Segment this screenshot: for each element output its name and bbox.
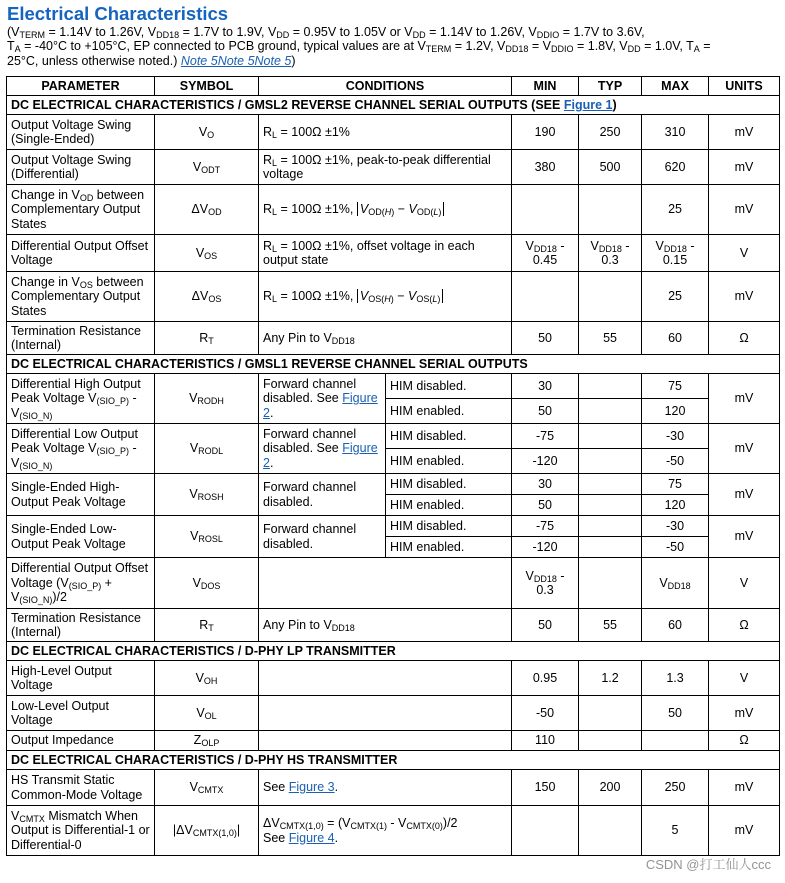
- header-max: MAX: [642, 77, 709, 96]
- test-conditions: ($V_{TERM} = 1.14V$ to 1.26V, $V_{DD18} = 1.7V$ to 1.9V, $V_{DD} = 0.95V$ to 1.05V or $V_{DD} = 1.14V$ to 1.26V, $V_{DDIO} = 1.7V$ to 3.6V, $T_A = -40^\circ C$ to +105°C, EP connected to PCB ground, typical values are at $V_{TERM} = 1.2V$, $V_{DD18} = V_{DDIO} = 1.8V$, $V_{DD} = 1.0V$, $T_A$ = 25°C, unless otherwise noted.) Note 5Note 5Note 5): [7, 25, 711, 68]
- header-symbol: SYMBOL: [155, 77, 259, 96]
- table-row: Low-Level Output Voltage $V_{OL}$ -50 50 mV: [7, 696, 780, 731]
- table-row: Differential Output Offset Voltage $V_{OS}$ $R_L = 100\Omega \pm 1\%$, offset voltage in each output state $V_{DD18} - 0.45$ $V_{DD18} - 0.3$ $V_{DD18} - 0.15$ V: [7, 235, 780, 272]
- table-row: Change in $V_{OD}$ between Complementary Output States $\Delta V_{OD}$ $R_L = 100\Omega \pm 1\%$, $V_{OD(H)} - V_{OD(L)}$ 25 mV: [7, 185, 780, 235]
- table-row: HIM enabled. -120 -50: [7, 537, 780, 558]
- header-conditions: CONDITIONS: [259, 77, 512, 96]
- table-row: Differential High Output Peak Voltage $V_{(SIO\_P)} - V_{(SIO\_N)}$ $V_{RODH}$ Forward channel disabled. See Figure 2. HIM disabled. 30 75 mV: [7, 374, 780, 399]
- table-row: Output Voltage Swing (Single-Ended) $V_O$ $R_L = 100\Omega \pm 1\%$ 190 250 310 mV: [7, 115, 780, 150]
- table-row: Differential Output Offset Voltage $(V_{(SIO\_P)} + V_{(SIO\_N)})/2$ $V_{DOS}$ $V_{DD18} - 0.3$ $V_{DD18}$ V: [7, 558, 780, 609]
- table-row: HIM enabled. 50 120: [7, 399, 780, 424]
- figure-3-link[interactable]: Figure 3: [288, 780, 335, 795]
- section-dphy-hs: DC ELECTRICAL CHARACTERISTICS / D-PHY HS TRANSMITTER: [7, 751, 780, 770]
- table-row: High-Level Output Voltage $V_{OH}$ 0.95 1.2 1.3 V: [7, 661, 780, 696]
- figure-2-link[interactable]: Figure 2: [263, 391, 378, 420]
- header-parameter: PARAMETER: [7, 77, 155, 96]
- electrical-characteristics-table: [6, 76, 780, 856]
- header-units: UNITS: [709, 77, 780, 96]
- header-row: [7, 77, 780, 96]
- section-dphy-lp: DC ELECTRICAL CHARACTERISTICS / D-PHY LP TRANSMITTER: [7, 642, 780, 661]
- header-min: MIN: [512, 77, 579, 96]
- watermark: CSDN @打工仙人ccc: [645, 857, 771, 872]
- table-row: Termination Resistance (Internal) $R_T$ Any Pin to $V_{DD18}$ 50 55 60 Ω: [7, 609, 780, 642]
- figure-4-link[interactable]: Figure 4: [288, 830, 335, 845]
- section-gmsl1: DC ELECTRICAL CHARACTERISTICS / GMSL1 REVERSE CHANNEL SERIAL OUTPUTS: [7, 355, 780, 374]
- note-5-link[interactable]: Note 5Note 5Note 5: [180, 53, 292, 68]
- table-row: $V_{CMTX}$ Mismatch When Output is Differential-1 or Differential-0 $|\Delta V_{CMTX(1,0)}|$ $\Delta V_{CMTX(1,0)} = (V_{CMTX(1)} - V_{CMTX(0)})/2$ See Figure 4. 5 mV: [7, 806, 780, 856]
- page-title: Electrical Characteristics: [7, 3, 229, 24]
- table-row: Differential Low Output Peak Voltage $V_{(SIO\_P)} - V_{(SIO\_N)}$ $V_{RODL}$ Forward channel disabled. See Figure 2. HIM disabled. -75 -30 mV: [7, 424, 780, 449]
- table-row: Termination Resistance (Internal) $R_T$ Any Pin to $V_{DD18}$ 50 55 60 Ω: [7, 322, 780, 355]
- table-row: HIM enabled. -120 -50: [7, 449, 780, 474]
- figure-1-link[interactable]: Figure 1: [563, 97, 613, 112]
- table-row: Output Voltage Swing (Differential) $V_{ODT}$ $R_L = 100\Omega \pm 1\%$, peak-to-peak differential voltage 380 500 620 mV: [7, 150, 780, 185]
- table-row: HIM enabled. 50 120: [7, 495, 780, 516]
- table-row: HS Transmit Static Common-Mode Voltage $V_{CMTX}$ See Figure 3. 150 200 250 mV: [7, 770, 780, 806]
- section-gmsl2: DC ELECTRICAL CHARACTERISTICS / GMSL2 REVERSE CHANNEL SERIAL OUTPUTS (SEE Figure 1): [7, 96, 780, 115]
- header-typ: TYP: [579, 77, 642, 96]
- table-row: Single-Ended High-Output Peak Voltage $V_{ROSH}$ Forward channel disabled. HIM disabled. 30 75 mV: [7, 474, 780, 495]
- table-row: Output Impedance $Z_{OLP}$ 110 Ω: [7, 731, 780, 751]
- table-row: Single-Ended Low-Output Peak Voltage $V_{ROSL}$ Forward channel disabled. HIM disabled. -75 -30 mV: [7, 516, 780, 537]
- figure-2-link[interactable]: Figure 2: [263, 441, 378, 470]
- table-row: Change in $V_{OS}$ between Complementary Output States $\Delta V_{OS}$ $R_L = 100\Omega \pm 1\%$, $V_{OS(H)} - V_{OS(L)}$ 25 mV: [7, 272, 780, 322]
